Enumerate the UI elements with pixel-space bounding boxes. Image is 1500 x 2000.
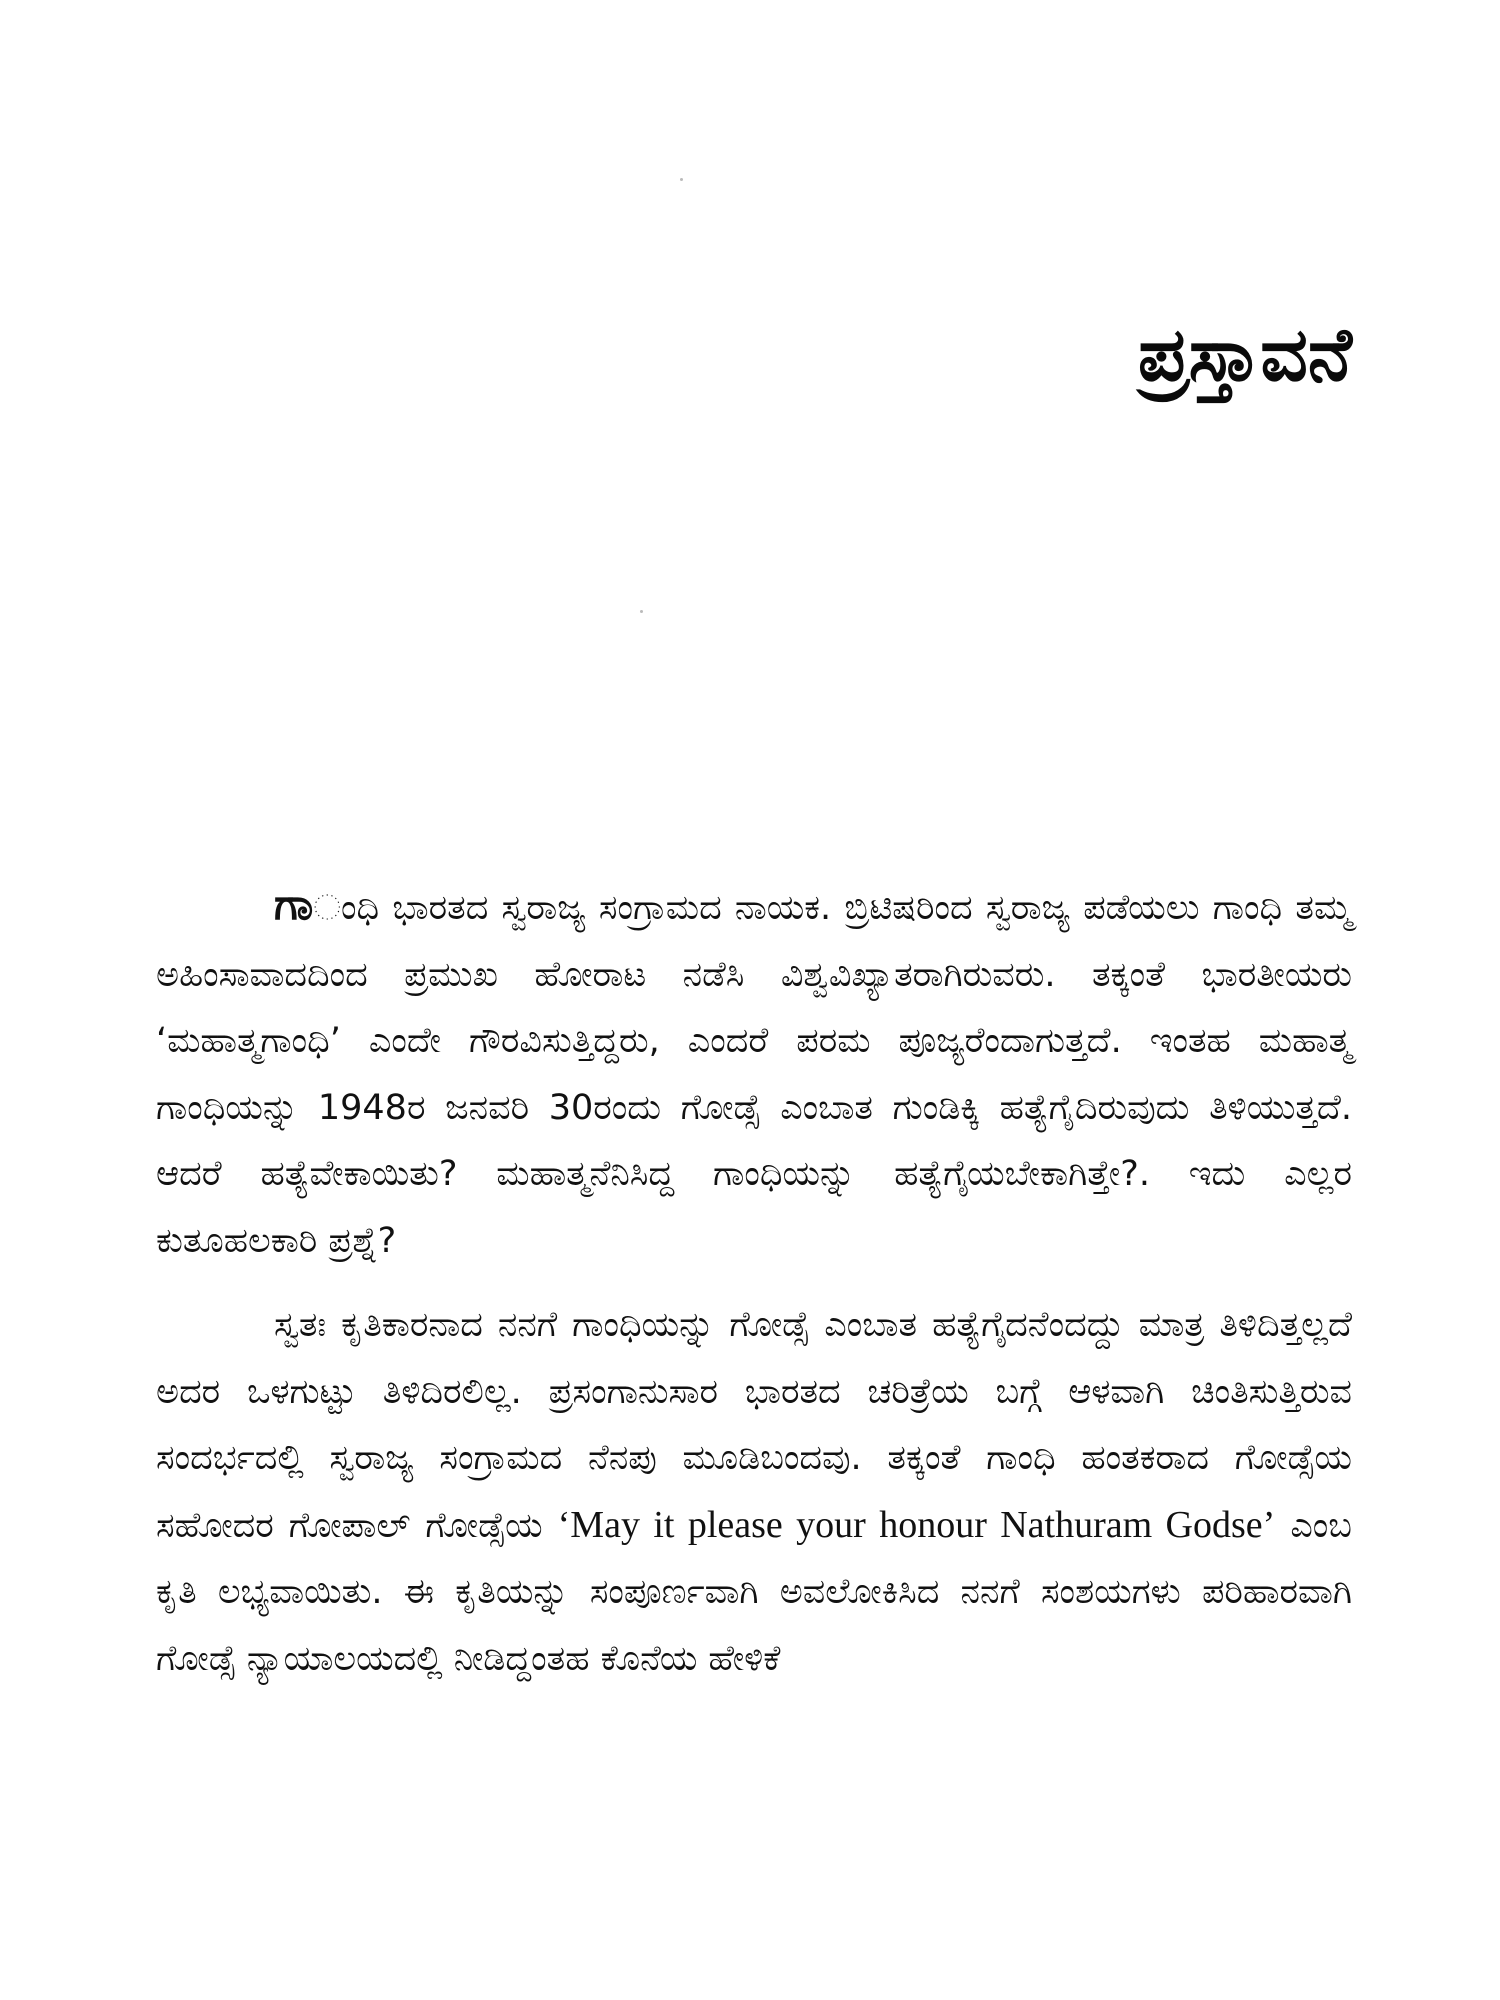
paper-speck — [640, 610, 643, 613]
paragraph-2 — [156, 1292, 1352, 1692]
paper-speck — [680, 178, 683, 181]
english-book-title: ‘May it please your honour Nathuram Godse’ — [557, 1503, 1276, 1546]
paragraph-1 — [156, 872, 1352, 1274]
paragraph-2-text-after: ಎಂಬ ಕೃತಿ ಲಭ್ಯವಾಯಿತು. ಈ ಕೃತಿಯನ್ನು ಸಂಪೂರ್ಣವಾಗಿ ಅವಲೋಕಿಸಿದ ನನಗೆ ಸಂಶಯಗಳು ಪರಿಹಾರವಾಗಿ ಗೋಡ್ಸೆ ನ್ಯಾಯಾಲಯದಲ್ಲಿ ನೀಡಿದ್ದಂತಹ ಕೊನೆಯ ಹೇಳಿಕೆ — [156, 1505, 1352, 1679]
body-text — [156, 872, 1352, 1692]
chapter-title: ಪ್ರಸ್ತಾವನೆ — [1137, 312, 1352, 398]
paragraph-1-text: ಂಧಿ ಭಾರತದ ಸ್ವರಾಜ್ಯ ಸಂಗ್ರಾಮದ ನಾಯಕ. ಬ್ರಿಟಿಷರಿಂದ ಸ್ವರಾಜ್ಯ ಪಡೆಯಲು ಗಾಂಧಿ ತಮ್ಮ ಅಹಿಂಸಾವಾದದಿಂದ ಪ್ರಮುಖ ಹೋರಾಟ ನಡೆಸಿ ವಿಶ್ವವಿಖ್ಯಾತರಾಗಿರುವರು. ತಕ್ಕಂತೆ ಭಾರತೀಯರು ‘ಮಹಾತ್ಮಗಾಂಧಿ’ ಎಂದೇ ಗೌರವಿಸುತ್ತಿದ್ದರು, ಎಂದರೆ ಪರಮ ಪೂಜ್ಯರೆಂದಾಗುತ್ತದೆ. ಇಂತಹ ಮಹಾತ್ಮ ಗಾಂಧಿಯನ್ನು 1948ರ ಜನವರಿ 30ರಂದು ಗೋಡ್ಸೆ ಎಂಬಾತ ಗುಂಡಿಕ್ಕಿ ಹತ್ಯೆಗೈದಿರುವುದು ತಿಳಿಯುತ್ತದೆ. ಆದರೆ ಹತ್ಯೆವೇಕಾಯಿತು? ಮಹಾತ್ಮನೆನಿಸಿದ್ದ ಗಾಂಧಿಯನ್ನು ಹತ್ಯೆಗೈಯಬೇಕಾಗಿತ್ತೇ?. ಇದು ಎಲ್ಲರ ಕುತೂಹಲಕಾರಿ ಪ್ರಶ್ನೆ? — [156, 888, 1352, 1261]
paragraph-2-text-before: ಸ್ವತಃ ಕೃತಿಕಾರನಾದ ನನಗೆ ಗಾಂಧಿಯನ್ನು ಗೋಡ್ಸೆ ಎಂಬಾತ ಹತ್ಯೆಗೈದನೆಂದದ್ದು ಮಾತ್ರ ತಿಳಿದಿತ್ತಲ್ಲದೆ ಅದರ ಒಳಗುಟ್ಟು ತಿಳಿದಿರಲಿಲ್ಲ. ಪ್ರಸಂಗಾನುಸಾರ ಭಾರತದ ಚರಿತ್ರೆಯ ಬಗ್ಗೆ ಆಳವಾಗಿ ಚಿಂತಿಸುತ್ತಿರುವ ಸಂದರ್ಭದಲ್ಲಿ ಸ್ವರಾಜ್ಯ ಸಂಗ್ರಾಮದ ನೆನಪು ಮೂಡಿಬಂದವು. ತಕ್ಕಂತೆ ಗಾಂಧಿ ಹಂತಕರಾದ ಗೋಡ್ಸೆಯ ಸಹೋದರ ಗೋಪಾಲ್ ಗೋಡ್ಸೆಯ — [156, 1305, 1352, 1546]
drop-cap: ಗಾ — [274, 879, 314, 930]
